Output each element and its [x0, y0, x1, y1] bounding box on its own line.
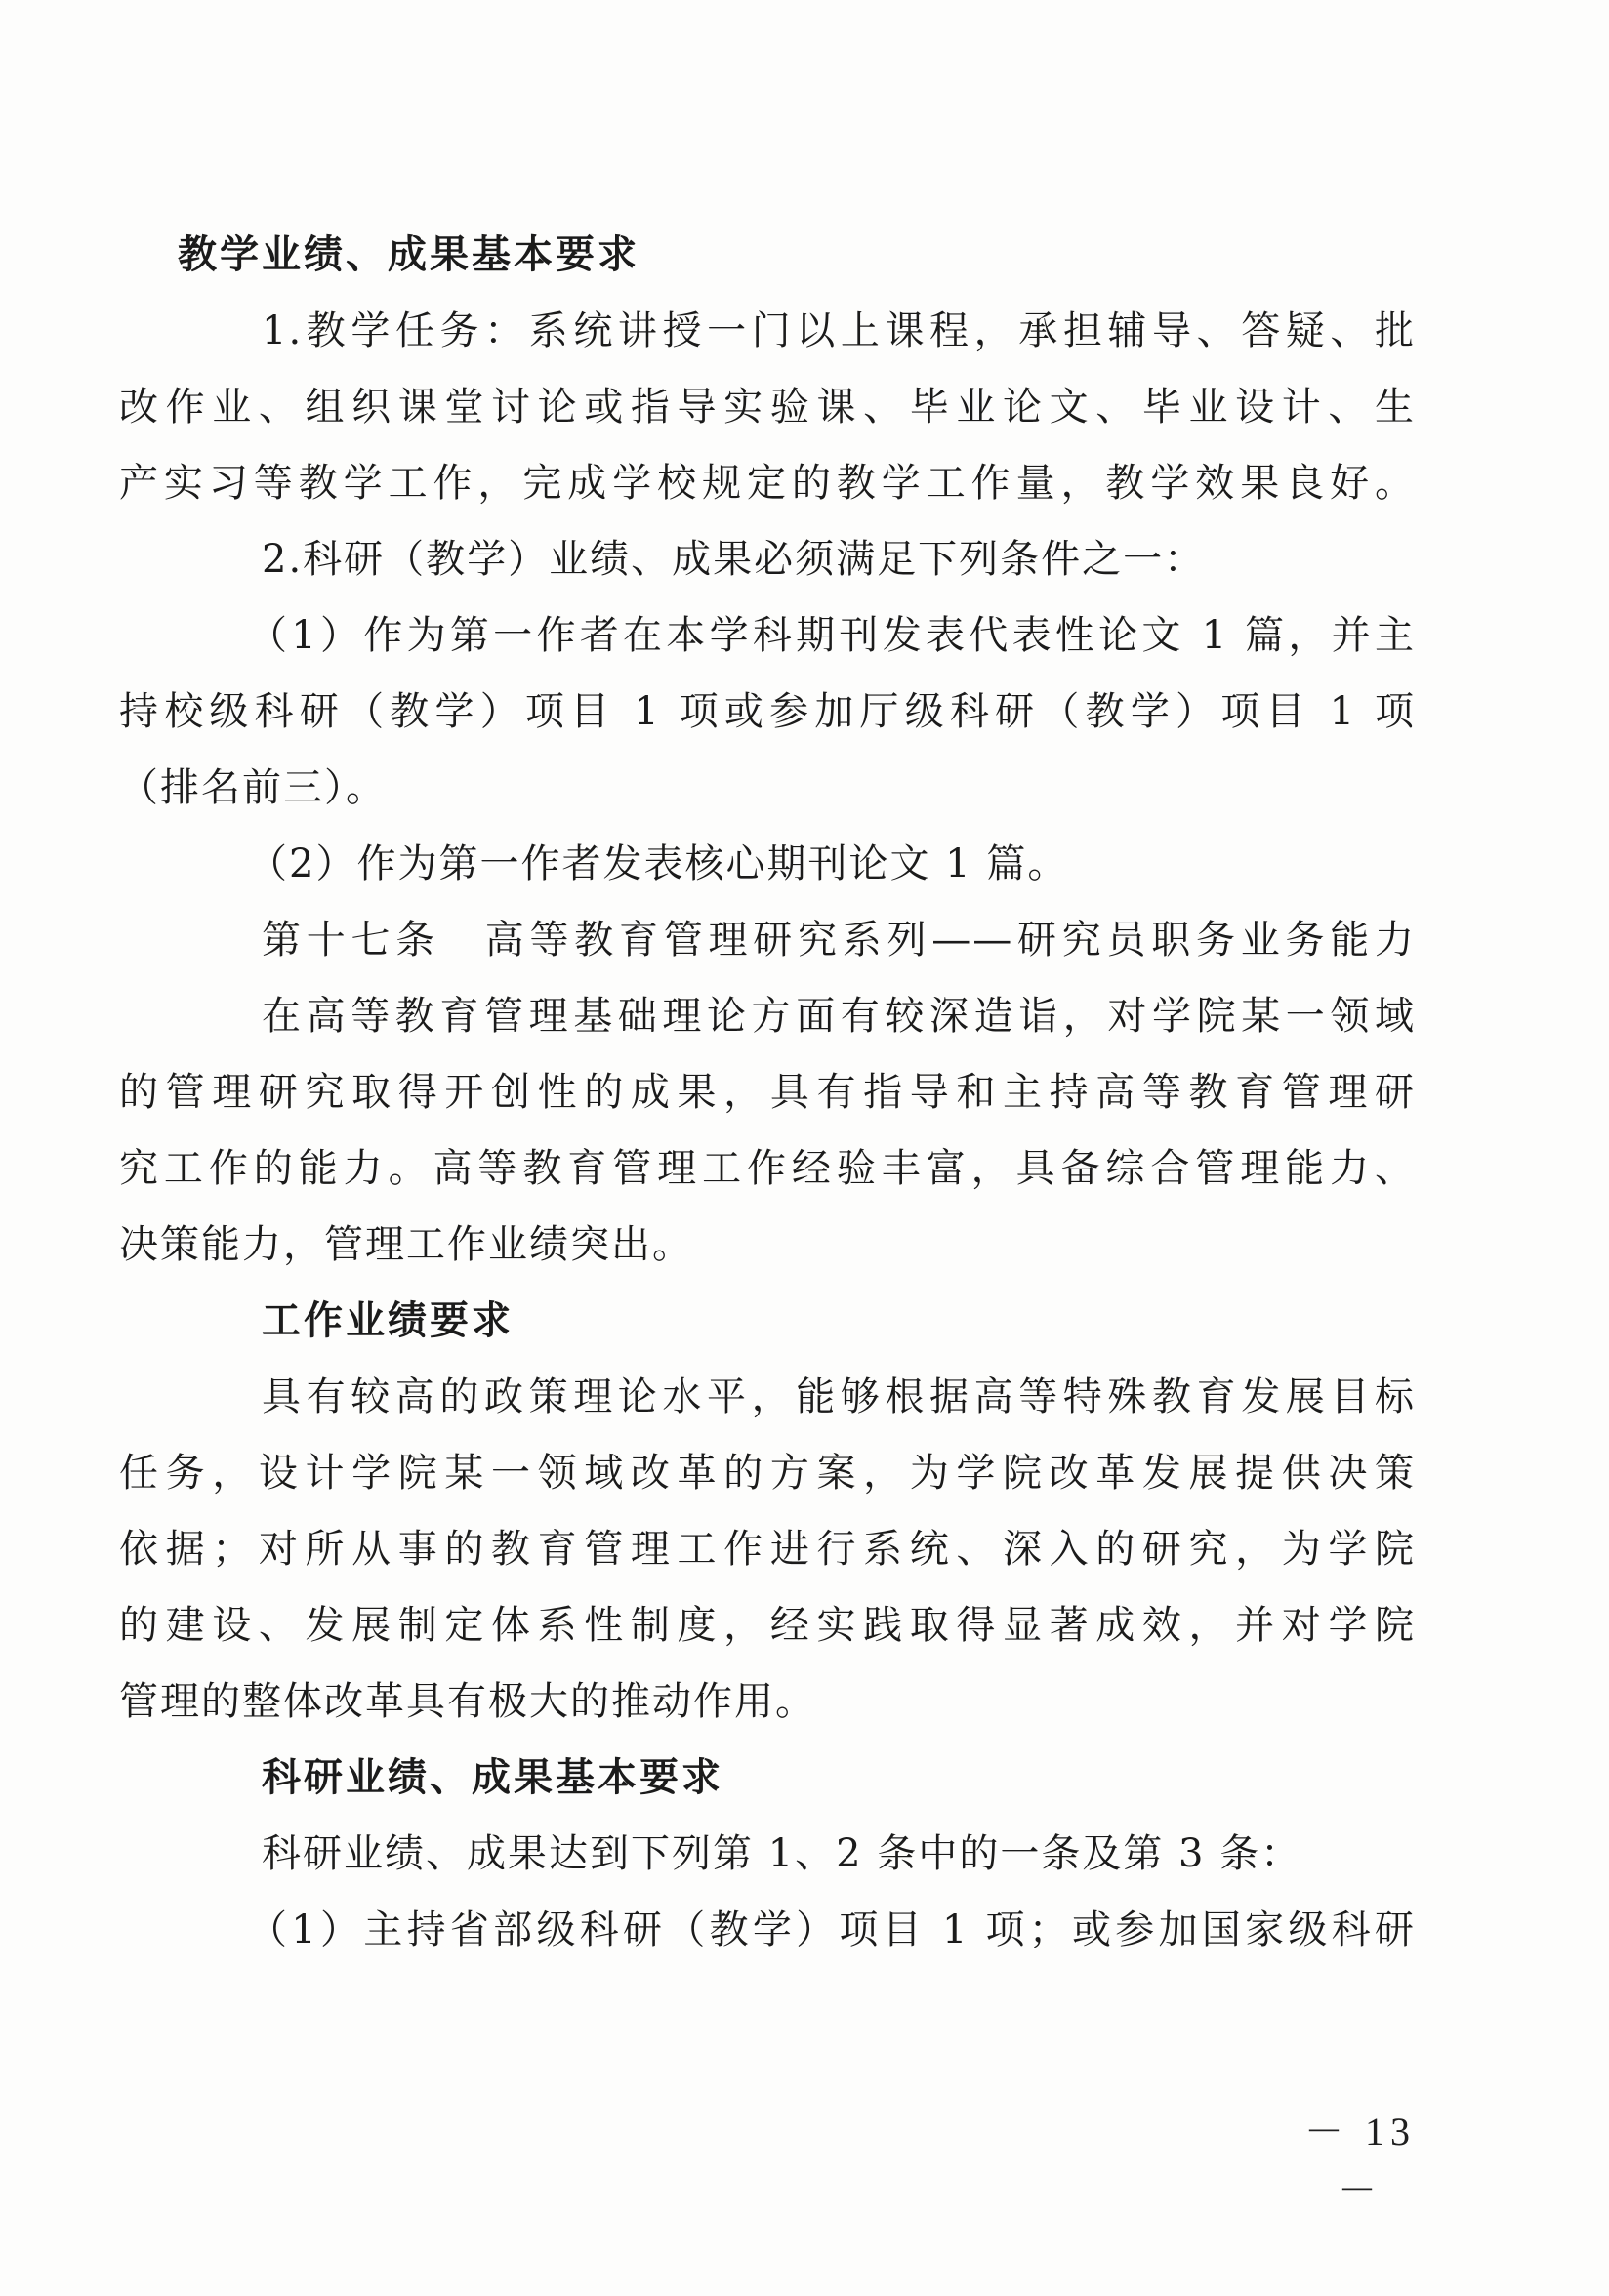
- section-heading-work-requirements: 工作业绩要求: [262, 1297, 514, 1343]
- paragraph-line: 的建设、发展制定体系性制度，经实践取得显著成效，并对学院: [119, 1603, 1416, 1648]
- paragraph-line: 任务，设计学院某一领域改革的方案，为学院改革发展提供决策: [119, 1451, 1416, 1496]
- paragraph-line: 管理的整体改革具有极大的推动作用。: [119, 1679, 816, 1724]
- section-heading-research-requirements: 科研业绩、成果基本要求: [262, 1754, 723, 1800]
- paragraph-line: 在高等教育管理基础理论方面有较深造诣，对学院某一领域: [262, 994, 1416, 1039]
- article-heading-line: 第十七条 高等教育管理研究系列——研究员职务业务能力: [262, 918, 1416, 963]
- paragraph-line: 改作业、组织课堂讨论或指导实验课、毕业论文、毕业设计、生: [119, 385, 1416, 430]
- paragraph-line: 科研业绩、成果达到下列第 1、2 条中的一条及第 3 条：: [262, 1831, 1302, 1876]
- document-body: [119, 217, 1416, 1968]
- paragraph-line: 究工作的能力。高等教育管理工作经验丰富，具备综合管理能力、: [119, 1146, 1416, 1191]
- paragraph-line: 产实习等教学工作，完成学校规定的教学工作量，教学效果良好。: [119, 461, 1416, 506]
- page-number: － 13 －: [1304, 2110, 1416, 2212]
- paragraph-line: 1.教学任务：系统讲授一门以上课程，承担辅导、答疑、批: [262, 308, 1416, 353]
- paragraph-line: 具有较高的政策理论水平，能够根据高等特殊教育发展目标: [262, 1374, 1416, 1419]
- paragraph-line: 持校级科研（教学）项目 1 项或参加厅级科研（教学）项目 1 项: [119, 689, 1416, 734]
- paragraph-line: 2.科研（教学）业绩、成果必须满足下列条件之一：: [262, 537, 1206, 582]
- paragraph-line: 决策能力，管理工作业绩突出。: [119, 1222, 693, 1267]
- paragraph-line: （2）作为第一作者发表核心期刊论文 1 篇。: [248, 841, 1069, 886]
- paragraph-line: （1）主持省部级科研（教学）项目 1 项；或参加国家级科研: [248, 1907, 1416, 1952]
- paragraph-line: （1）作为第一作者在本学科期刊发表代表性论文 1 篇，并主: [248, 613, 1416, 658]
- section-heading-teaching-requirements: 教学业绩、成果基本要求: [178, 231, 639, 277]
- paragraph-line: 依据；对所从事的教育管理工作进行系统、深入的研究，为学院: [119, 1527, 1416, 1572]
- paragraph-line: 的管理研究取得开创性的成果，具有指导和主持高等教育管理研: [119, 1070, 1416, 1115]
- paragraph-line: （排名前三）。: [119, 765, 387, 810]
